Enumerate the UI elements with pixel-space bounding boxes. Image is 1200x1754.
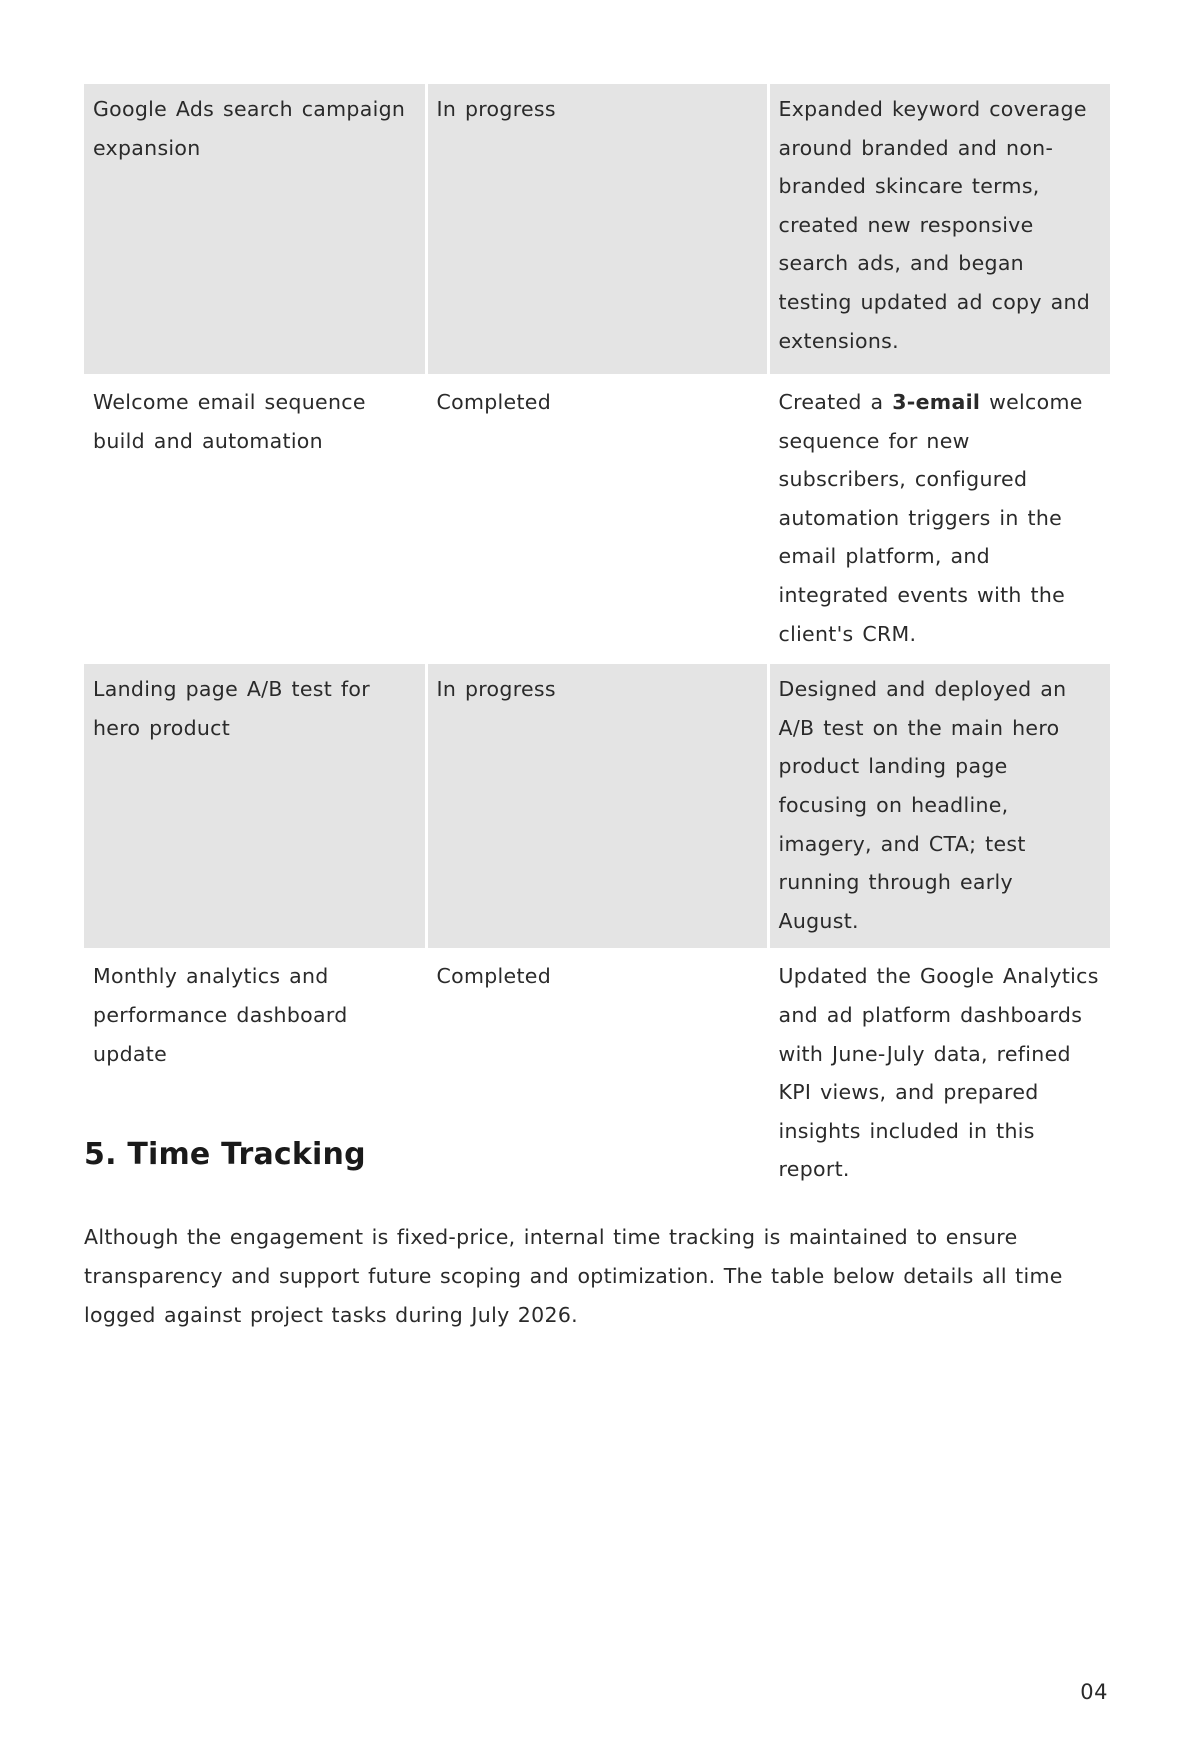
details-bold-text: 3-email: [892, 390, 981, 414]
task-details-cell: [768, 376, 1110, 663]
task-details-cell: Designed and deployed an A/B test on the main hero product landing page focusing on headline, imagery, and CTA; test running through early August.: [768, 663, 1110, 950]
task-name-cell: Google Ads search campaign expansion: [84, 84, 426, 376]
task-name-cell: Landing page A/B test for hero product: [84, 663, 426, 950]
task-status-cell: In progress: [426, 663, 768, 950]
task-status-cell: Completed: [426, 376, 768, 663]
task-status-table: [84, 84, 1110, 1200]
section-heading: 5. Time Tracking: [84, 1137, 366, 1172]
table-row: [84, 84, 1110, 376]
table-row: [84, 376, 1110, 663]
task-name-cell: Monthly analytics and performance dashboard update: [84, 950, 426, 1199]
task-details-cell: Updated the Google Analytics and ad platform dashboards with June-July data, refined KPI views, and prepared insights included in this report.: [768, 950, 1110, 1199]
task-status-cell: In progress: [426, 84, 768, 376]
task-details-cell: Expanded keyword coverage around branded and non-branded skincare terms, created new responsive search ads, and began testing updated ad copy and extensions.: [768, 84, 1110, 376]
task-status-cell: Completed: [426, 950, 768, 1199]
page-number: 04: [1080, 1680, 1108, 1704]
details-text: welcome sequence for new subscribers, configured automation triggers in the email platform, and integrated events with the client's CRM.: [778, 390, 1083, 646]
task-name-cell: Welcome email sequence build and automation: [84, 376, 426, 663]
details-text: Created a: [778, 390, 893, 414]
section-paragraph: Although the engagement is fixed-price, internal time tracking is maintained to ensure transparency and support future scoping and optimization. The table below details all time logged against project tasks during July 2026.: [84, 1225, 1063, 1327]
table-row: [84, 663, 1110, 950]
